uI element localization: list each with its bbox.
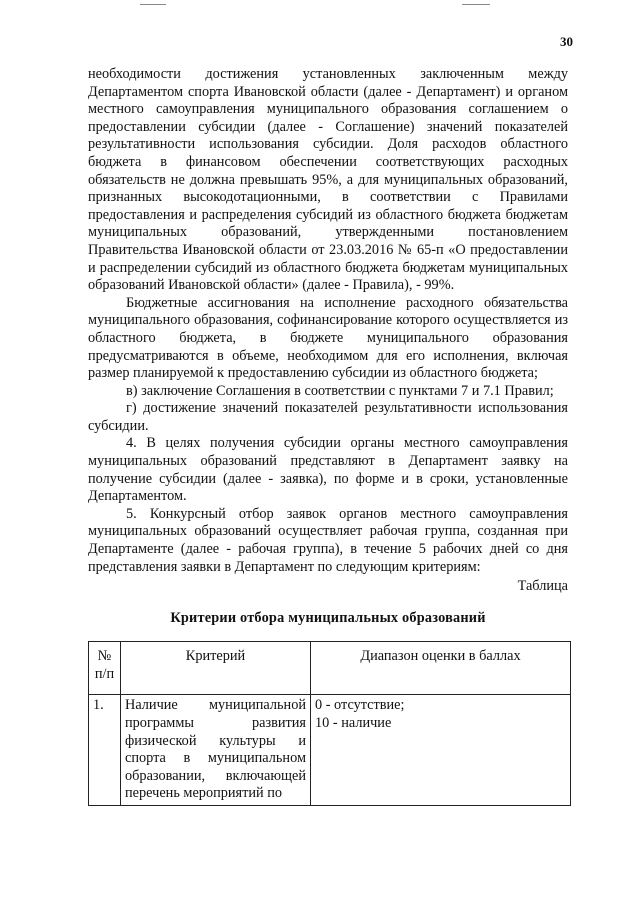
table-label: Таблица [517,578,568,595]
paragraph-4: 4. В целях получения субсидии органы местного самоуправления муниципальных образований представляют в Департамент заявку на получение субсидии (далее - заявка), по форме и в сроки, установленные Департаментом. [88,435,568,505]
row-num: 1. [89,695,121,806]
paragraph-continuation: необходимости достижения установленных заключенным между Департаментом спорта Ивановской области (далее - Департамент) и органом местного самоуправления муниципального образования соглашением о предоставлении субсидии (далее - Соглашение) значений показателей результативности использования субсидии. Доля расходов областного бюджета в финансовом обеспечении соответствующих расходных обязательств не должна превышать 95%, а для муниципальных образований, признанных высокодотационными, в соответствии с Правилами предоставления и распределения субсидий из областного бюджета бюджетам муниципальных образований, утвержденными постановлением Правительства Ивановской области от 23.03.2016 № 65-п «О предоставлении и распределении субсидий из областного бюджета бюджетам муниципальных образований Ивановской области» (далее - Правила), - 99%. [88,66,568,294]
header-criterion: Критерий [121,642,311,695]
row-criterion: Наличие муниципальной программы развития физической культуры и спорта в муниципальном образовании, включающей перечень мероприятий по [121,695,311,806]
table-header-row [89,642,571,695]
paragraph-budget-allocations: Бюджетные ассигнования на исполнение расходного обязательства муниципального образования, софинансирование которого осуществляется из областного бюджета, в бюджете муниципального образования предусматриваются в объеме, необходимом для его исполнения, включая размер планируемой к предоставлению субсидии из областного бюджета; [88,294,568,382]
range-value-present: 10 - наличие [315,715,392,731]
paragraph-5: 5. Конкурсный отбор заявок органов местного самоуправления муниципальных образований осуществляет рабочая группа, созданная при Департаменте (далее - рабочая группа), в течение 5 рабочих дней со дня представления заявки в Департамент по следующим критериям: [88,505,568,575]
header-num: № п/п [89,642,121,695]
paragraph-item-g: г) достижение значений показателей результативности использования субсидии. [88,400,568,434]
table-title: Критерии отбора муниципальных образований [170,609,486,626]
header-range: Диапазон оценки в баллах [311,642,571,695]
scan-mark-left [140,4,166,5]
range-value-absent: 0 - отсутствие; [315,697,405,714]
row-range [311,695,571,806]
criteria-table [88,641,571,806]
table-row [89,695,571,806]
paragraph-item-v: в) заключение Соглашения в соответствии с пунктами 7 и 7.1 Правил; [126,382,554,399]
scan-mark-right [462,4,490,5]
page-number: 30 [560,34,573,49]
document-body [88,66,568,806]
